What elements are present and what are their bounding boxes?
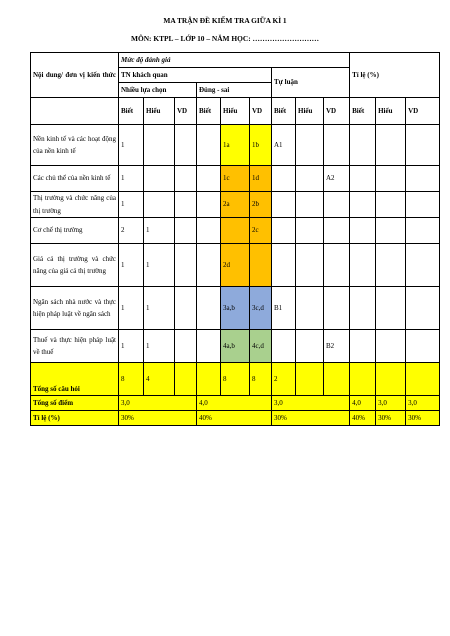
total-cell: 2 [272,363,296,396]
level-header: Biết [272,98,296,125]
matrix-cell [296,287,324,330]
points-essay: 3,0 [272,396,350,411]
matrix-cell: 1 [119,166,144,192]
matrix-cell [406,192,440,218]
matrix-cell [350,125,376,166]
ratio-mc: 30% [119,411,197,426]
level-header: VD [250,98,272,125]
matrix-cell [324,125,350,166]
assessment-header: Mức độ đánh giá [119,53,350,68]
row-topic-label: Cơ chế thị trường [31,218,119,244]
row-topic-label: Các chủ thể của nền kinh tế [31,166,119,192]
level-header: Biết [350,98,376,125]
matrix-cell: 1 [119,330,144,363]
matrix-cell: 2c [250,218,272,244]
matrix-cell [376,244,406,287]
level-header: Hiểu [221,98,250,125]
total-questions-label: Tổng số câu hỏi [31,363,119,396]
matrix-cell [324,244,350,287]
tnkq-header: TN khách quan [119,68,272,83]
matrix-cell [406,244,440,287]
matrix-cell [324,287,350,330]
content-header: Nội dung/ đơn vị kiến thức [31,53,119,98]
matrix-cell [406,218,440,244]
ratio-hieu: 30% [376,411,406,426]
total-cell: 8 [250,363,272,396]
matrix-cell [350,244,376,287]
ratio-label: Tỉ lệ (%) [31,411,119,426]
total-cell [175,363,197,396]
matrix-cell [197,125,221,166]
matrix-cell [272,330,296,363]
matrix-cell [350,166,376,192]
matrix-cell [350,218,376,244]
matrix-cell [175,330,197,363]
table-row [31,125,440,166]
matrix-cell: 1 [144,218,175,244]
matrix-cell [406,125,440,166]
matrix-cell [197,192,221,218]
ratio-header: Tỉ lệ (%) [350,53,440,98]
table-row [31,330,440,363]
matrix-cell: A1 [272,125,296,166]
table-row [31,218,440,244]
matrix-cell [175,218,197,244]
matrix-cell [175,166,197,192]
mc-header: Nhiều lựa chọn [119,83,197,98]
total-cell: 8 [119,363,144,396]
matrix-cell [376,287,406,330]
level-header: VD [175,98,197,125]
matrix-cell: 1b [250,125,272,166]
matrix-cell [272,192,296,218]
matrix-cell [350,330,376,363]
matrix-cell: 1 [144,330,175,363]
row-topic-label: Nền kinh tế và các hoạt động của nền kinh tế [31,125,119,166]
matrix-cell [144,125,175,166]
matrix-cell [296,125,324,166]
matrix-cell: 1 [144,287,175,330]
ratio-tf: 40% [197,411,272,426]
points-vd: 3,0 [406,396,440,411]
matrix-cell [272,218,296,244]
matrix-cell: 4c,d [250,330,272,363]
level-header: Hiểu [144,98,175,125]
matrix-cell [175,244,197,287]
matrix-cell [197,244,221,287]
matrix-cell: 4a,b [221,330,250,363]
matrix-cell [221,218,250,244]
matrix-cell: 2a [221,192,250,218]
ratio-vd: 30% [406,411,440,426]
matrix-cell: 3a,b [221,287,250,330]
points-mc: 3,0 [119,396,197,411]
table-row [31,166,440,192]
row-topic-label: Thị trường và chức năng của thị trường [31,192,119,218]
matrix-cell: A2 [324,166,350,192]
row-topic-label: Ngân sách nhà nước và thực hiện pháp luật về ngân sách [31,287,119,330]
level-header: Biết [197,98,221,125]
ratio-biet: 40% [350,411,376,426]
matrix-cell: 2b [250,192,272,218]
matrix-cell [197,218,221,244]
matrix-cell: 1 [144,244,175,287]
matrix-cell [197,330,221,363]
document-subtitle: MÔN: KTPL – LỚP 10 – NĂM HỌC: ……………………… [130,34,320,43]
matrix-cell [250,244,272,287]
matrix-cell [296,218,324,244]
matrix-cell [406,166,440,192]
matrix-cell [296,166,324,192]
matrix-cell [376,192,406,218]
points-tf: 4,0 [197,396,272,411]
table-row [31,244,440,287]
matrix-cell [175,125,197,166]
empty-cell [31,98,119,125]
level-header: Hiểu [376,98,406,125]
tf-header: Đúng - sai [197,83,272,98]
matrix-cell: 1 [119,287,144,330]
assessment-matrix-table [30,52,440,426]
matrix-cell [350,287,376,330]
matrix-cell [197,287,221,330]
total-cell: 4 [144,363,175,396]
matrix-cell [144,192,175,218]
ratio-essay: 30% [272,411,350,426]
matrix-cell: 3c,d [250,287,272,330]
matrix-cell [376,218,406,244]
total-cell [296,363,324,396]
matrix-cell: 2 [119,218,144,244]
total-cell [350,363,376,396]
essay-header: Tự luận [272,68,350,98]
matrix-cell [376,166,406,192]
total-cell [376,363,406,396]
total-points-label: Tổng số điểm [31,396,119,411]
matrix-cell [296,244,324,287]
matrix-cell: 1a [221,125,250,166]
matrix-cell [144,166,175,192]
total-cell [197,363,221,396]
matrix-cell: 1d [250,166,272,192]
matrix-cell [350,192,376,218]
matrix-cell [272,166,296,192]
total-cell: 8 [221,363,250,396]
level-header: VD [324,98,350,125]
matrix-cell: 1 [119,192,144,218]
matrix-cell [406,330,440,363]
total-cell [324,363,350,396]
total-cell [406,363,440,396]
matrix-cell: 2d [221,244,250,287]
level-header: Biết [119,98,144,125]
matrix-cell [197,166,221,192]
matrix-cell: B2 [324,330,350,363]
matrix-cell: B1 [272,287,296,330]
matrix-cell [376,330,406,363]
points-biet: 4,0 [350,396,376,411]
table-row [31,287,440,330]
points-hieu: 3,0 [376,396,406,411]
document-title: MA TRẬN ĐỀ KIỂM TRA GIỮA KÌ 1 [163,16,287,25]
row-topic-label: Giá cả thị trường và chức năng của giá cả thị trường [31,244,119,287]
matrix-cell [272,244,296,287]
matrix-cell [175,192,197,218]
matrix-cell [376,125,406,166]
level-header: VD [406,98,440,125]
matrix-cell: 1 [119,125,144,166]
matrix-cell [296,192,324,218]
table-row [31,192,440,218]
matrix-cell [175,287,197,330]
row-topic-label: Thuế và thực hiện pháp luật về thuế [31,330,119,363]
matrix-cell: 1c [221,166,250,192]
matrix-cell [296,330,324,363]
matrix-cell: 1 [119,244,144,287]
level-header: Hiểu [296,98,324,125]
matrix-cell [406,287,440,330]
matrix-cell [324,218,350,244]
matrix-cell [324,192,350,218]
